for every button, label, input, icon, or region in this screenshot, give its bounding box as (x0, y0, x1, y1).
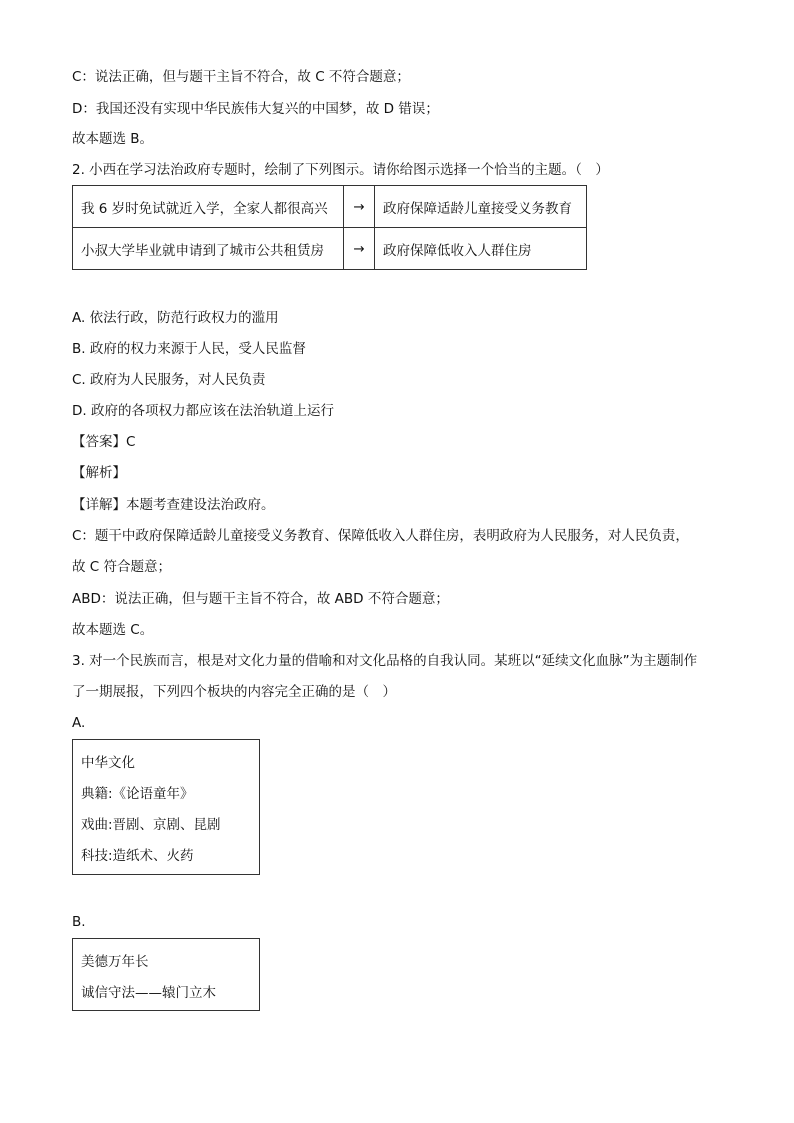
analysis-abd-line: ABD：说法正确，但与题干主旨不符合，故 ABD 不符合题意； (72, 591, 449, 607)
option-a-label: A. (72, 715, 86, 731)
analysis-c-line: C：题干中政府保障适龄儿童接受义务教育、保障低收入人群住房，表明政府为人民服务，对人民负责， (72, 528, 689, 544)
analysis-label: 【解析】 (72, 465, 126, 481)
answer-label: 【答案】C (72, 434, 136, 450)
option-b-box (72, 938, 260, 1011)
box-a-line: 中华文化 (81, 755, 135, 771)
question-3-stem-2: 了一期展报，下列四个板块的内容完全正确的是（ ） (72, 684, 396, 700)
option-c: C. 政府为人民服务，对人民负责 (72, 372, 266, 388)
option-d: D. 政府的各项权力都应该在法治轨道上运行 (72, 403, 334, 419)
box-a-line: 典籍:《论语童年》 (81, 786, 194, 802)
line-c-option-analysis: C：说法正确，但与题干主旨不符合，故 C 不符合题意； (72, 69, 410, 85)
line-answer-c: 故本题选 C。 (72, 622, 154, 638)
option-b-label: B. (72, 914, 86, 930)
line-answer-b: 故本题选 B。 (72, 131, 154, 147)
table-row (73, 228, 587, 270)
line-d-option-analysis: D：我国还没有实现中华民族伟大复兴的中国梦，故 D 错误； (72, 101, 439, 117)
box-a-line: 戏曲:晋剧、京剧、昆剧 (81, 817, 221, 833)
q2-diagram-table (72, 185, 587, 270)
table-row (73, 186, 587, 228)
arrow-icon: → (344, 186, 375, 228)
arrow-icon: → (344, 228, 375, 270)
question-3-stem: 3. 对一个民族而言，根是对文化力量的借喻和对文化品格的自我认同。某班以“延续文化血脉”为主题制作 (72, 653, 698, 669)
table-cell-left: 小叔大学毕业就申请到了城市公共租赁房 (73, 228, 344, 270)
question-2-stem: 2. 小西在学习法治政府专题时，绘制了下列图示。请你给图示选择一个恰当的主题。（ ） (72, 162, 609, 178)
box-a-line: 科技:造纸术、火药 (81, 848, 194, 864)
option-b: B. 政府的权力来源于人民，受人民监督 (72, 341, 306, 357)
table-cell-right: 政府保障适龄儿童接受义务教育 (375, 186, 587, 228)
box-b-line: 美德万年长 (81, 954, 149, 970)
detail-line: 【详解】本题考查建设法治政府。 (72, 497, 275, 513)
table-cell-left: 我 6 岁时免试就近入学，全家人都很高兴 (73, 186, 344, 228)
option-a-box (72, 739, 260, 875)
table-cell-right: 政府保障低收入人群住房 (375, 228, 587, 270)
box-b-line: 诚信守法——辕门立木 (81, 985, 216, 1001)
option-a: A. 依法行政，防范行政权力的滥用 (72, 310, 279, 326)
analysis-c-line-2: 故 C 符合题意； (72, 559, 172, 575)
